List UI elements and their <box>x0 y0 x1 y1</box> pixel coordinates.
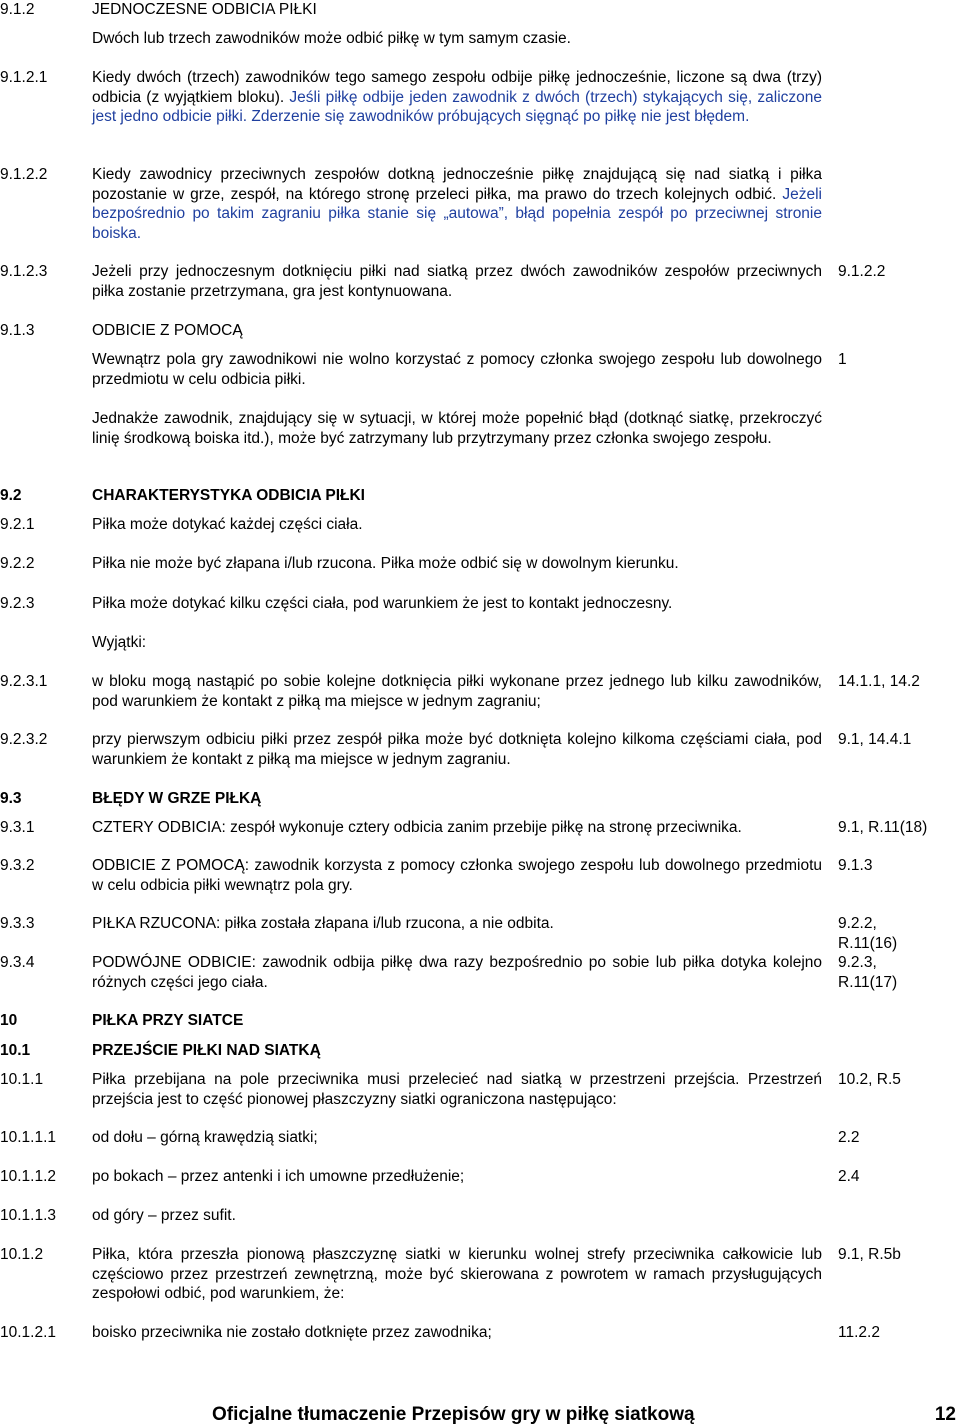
section-heading: JEDNOCZESNE ODBICIA PIŁKI <box>92 1 317 18</box>
paragraph-text: Dwóch lub trzech zawodników może odbić piłkę w tym samym czasie. <box>92 30 571 47</box>
rule-text: CZTERY ODBICIA: zespół wykonuje cztery odbicia zanim przebije piłkę na stronę przeciwnika. <box>92 819 742 836</box>
rule-number: 9.1.2.2 <box>0 166 48 183</box>
cross-reference: 10.2, R.5 <box>838 1071 901 1088</box>
rule-number: 9.3.2 <box>0 857 35 874</box>
cross-reference: 9.2.3, R.11(17) <box>838 954 898 991</box>
section-heading: PIŁKA PRZY SIATCE <box>92 1012 244 1029</box>
rule-number: 10.1.1.1 <box>0 1129 57 1146</box>
section-heading: CHARAKTERYSTYKA ODBICIA PIŁKI <box>92 487 365 504</box>
section-heading: PRZEJŚCIE PIŁKI NAD SIATKĄ <box>92 1042 321 1059</box>
rule-text: Piłka może dotykać kilku części ciała, pod warunkiem że jest to kontakt jednoczesny. <box>92 595 673 612</box>
rule-text-main: Kiedy zawodnicy przeciwnych zespołów dotkną jednocześnie piłkę znajdującą się nad siatką i piłka pozostanie w grze, zespół, na którego stronę przeleci piłka, ma prawo do trzech kolejnych odbić. <box>92 166 822 203</box>
rule-text: ODBICIE Z POMOCĄ: zawodnik korzysta z pomocy członka swojego zespołu lub dowolnego przedmiotu w celu odbicia piłki wewnątrz pola gry. <box>92 857 822 894</box>
footer-title: Oficjalne tłumaczenie Przepisów gry w piłkę siatkową <box>212 1404 695 1425</box>
rule-number: 10.1.1 <box>0 1071 44 1088</box>
rule-text: PODWÓJNE ODBICIE: zawodnik odbija piłkę dwa razy bezpośrednio po sobie lub piłka dotyka kolejno różnych części jego ciała. <box>92 954 822 991</box>
rule-text: od góry – przez sufit. <box>92 1207 236 1224</box>
cross-reference: 9.1.2.2 <box>838 263 886 280</box>
rule-number: 10.1.1.2 <box>0 1168 57 1185</box>
rule-text: w bloku mogą nastąpić po sobie kolejne dotknięcia piłki wykonane przez jednego lub kilku zawodników, pod warunkiem że kontakt z piłką ma miejsce w jednym zagraniu; <box>92 673 822 710</box>
rule-text: Piłka przebijana na pole przeciwnika musi przelecieć nad siatką w przestrzeni przejścia. Przestrzeń przejścia jest to część pionowej płaszczyzny siatki ograniczona następująco: <box>92 1071 822 1108</box>
rule-number: 9.1.2.3 <box>0 263 48 280</box>
cross-reference: 9.1, 14.4.1 <box>838 731 912 748</box>
rule-text <box>92 68 822 127</box>
rule-number: 9.3.1 <box>0 819 35 836</box>
cross-reference: 9.1, R.5b <box>838 1246 901 1263</box>
rule-number: 9.2.2 <box>0 555 35 572</box>
rule-text: od dołu – górną krawędzią siatki; <box>92 1129 318 1146</box>
rule-number: 9.3.3 <box>0 915 35 932</box>
cross-reference: 9.1.3 <box>838 857 873 874</box>
section-number: 9.1.2 <box>0 1 35 18</box>
rule-text-highlighted: Jeśli piłkę odbije jeden zawodnik z dwóch (trzech) stykających się, zaliczone jest jedno odbicie piłki. Zderzenie się zawodników próbujących sięgnąć po piłkę nie jest błędem. <box>92 88 823 125</box>
cross-reference: 2.2 <box>838 1129 860 1146</box>
rule-number: 9.2.3.2 <box>0 731 48 748</box>
rule-number: 9.1.2.1 <box>0 69 48 86</box>
rule-number: 10.1.2.1 <box>0 1324 57 1341</box>
cross-reference: 1 <box>838 351 847 368</box>
rule-text <box>92 165 822 243</box>
rule-number: 9.2.1 <box>0 516 35 533</box>
section-number: 9.3 <box>0 790 22 807</box>
section-heading: ODBICIE Z POMOCĄ <box>92 322 243 339</box>
rule-text: przy pierwszym odbiciu piłki przez zespół piłka może być dotknięta kolejno kilkoma częściami ciała, pod warunkiem że kontakt z piłką ma miejsce w jednym zagraniu. <box>92 731 822 768</box>
section-number: 10 <box>0 1012 18 1029</box>
rule-number: 10.1.2 <box>0 1246 44 1263</box>
rule-number: 9.2.3 <box>0 595 35 612</box>
section-number: 10.1 <box>0 1042 31 1059</box>
rule-text: boisko przeciwnika nie zostało dotknięte przez zawodnika; <box>92 1324 492 1341</box>
rule-number: 9.3.4 <box>0 954 35 971</box>
paragraph-text: Wewnątrz pola gry zawodnikowi nie wolno korzystać z pomocy członka swojego zespołu lub dowolnego przedmiotu w celu odbicia piłki. <box>92 351 822 388</box>
page-number: 12 <box>934 1404 956 1425</box>
cross-reference: 9.2.2, R.11(16) <box>838 915 898 952</box>
cross-reference: 11.2.2 <box>838 1324 880 1341</box>
paragraph-text: Wyjątki: <box>92 634 147 651</box>
paragraph-text: Jednakże zawodnik, znajdujący się w sytuacji, w której może popełnić błąd (dotknąć siatkę, przekroczyć linię środkową boiska itd.), może być zatrzymany lub przytrzymany przez członka swojego zespołu. <box>92 410 822 447</box>
rule-text: Jeżeli przy jednoczesnym dotknięciu piłki nad siatką przez dwóch zawodników zespołów przeciwnych piłka zostanie przetrzymana, gra jest kontynuowana. <box>92 263 822 300</box>
cross-reference: 2.4 <box>838 1168 860 1185</box>
section-heading: BŁĘDY W GRZE PIŁKĄ <box>92 790 262 807</box>
rule-text-highlighted: Jeżeli bezpośrednio po takim zagraniu piłka stanie się „autowa”, błąd popełnia zespół po przeciwnej stronie boiska. <box>92 185 822 242</box>
rule-text: po bokach – przez antenki i ich umowne przedłużenie; <box>92 1168 465 1185</box>
rule-text: Piłka może dotykać każdej części ciała. <box>92 516 363 533</box>
section-number: 9.1.3 <box>0 322 35 339</box>
rule-text: Piłka, która przeszła pionową płaszczyznę siatki w kierunku wolnej strefy przeciwnika całkowicie lub częściowo przez przestrzeń zewnętrzną, może być skierowana z powrotem w ramach przysługujących zespołowi odbić, pod warunkiem, że: <box>92 1246 822 1302</box>
rule-text: Piłka nie może być złapana i/lub rzucona. Piłka może odbić się w dowolnym kierunku. <box>92 555 679 572</box>
rule-number: 9.2.3.1 <box>0 673 48 690</box>
section-number: 9.2 <box>0 487 22 504</box>
rule-text: PIŁKA RZUCONA: piłka została złapana i/lub rzucona, a nie odbita. <box>92 915 554 932</box>
cross-reference: 9.1, R.11(18) <box>838 819 928 836</box>
cross-reference: 14.1.1, 14.2 <box>838 673 920 690</box>
rule-number: 10.1.1.3 <box>0 1207 57 1224</box>
rule-text-main: Kiedy dwóch (trzech) zawodników tego samego zespołu odbije piłkę jednocześnie, liczone są dwa (trzy) odbicia (z wyjątkiem bloku). <box>92 69 822 106</box>
